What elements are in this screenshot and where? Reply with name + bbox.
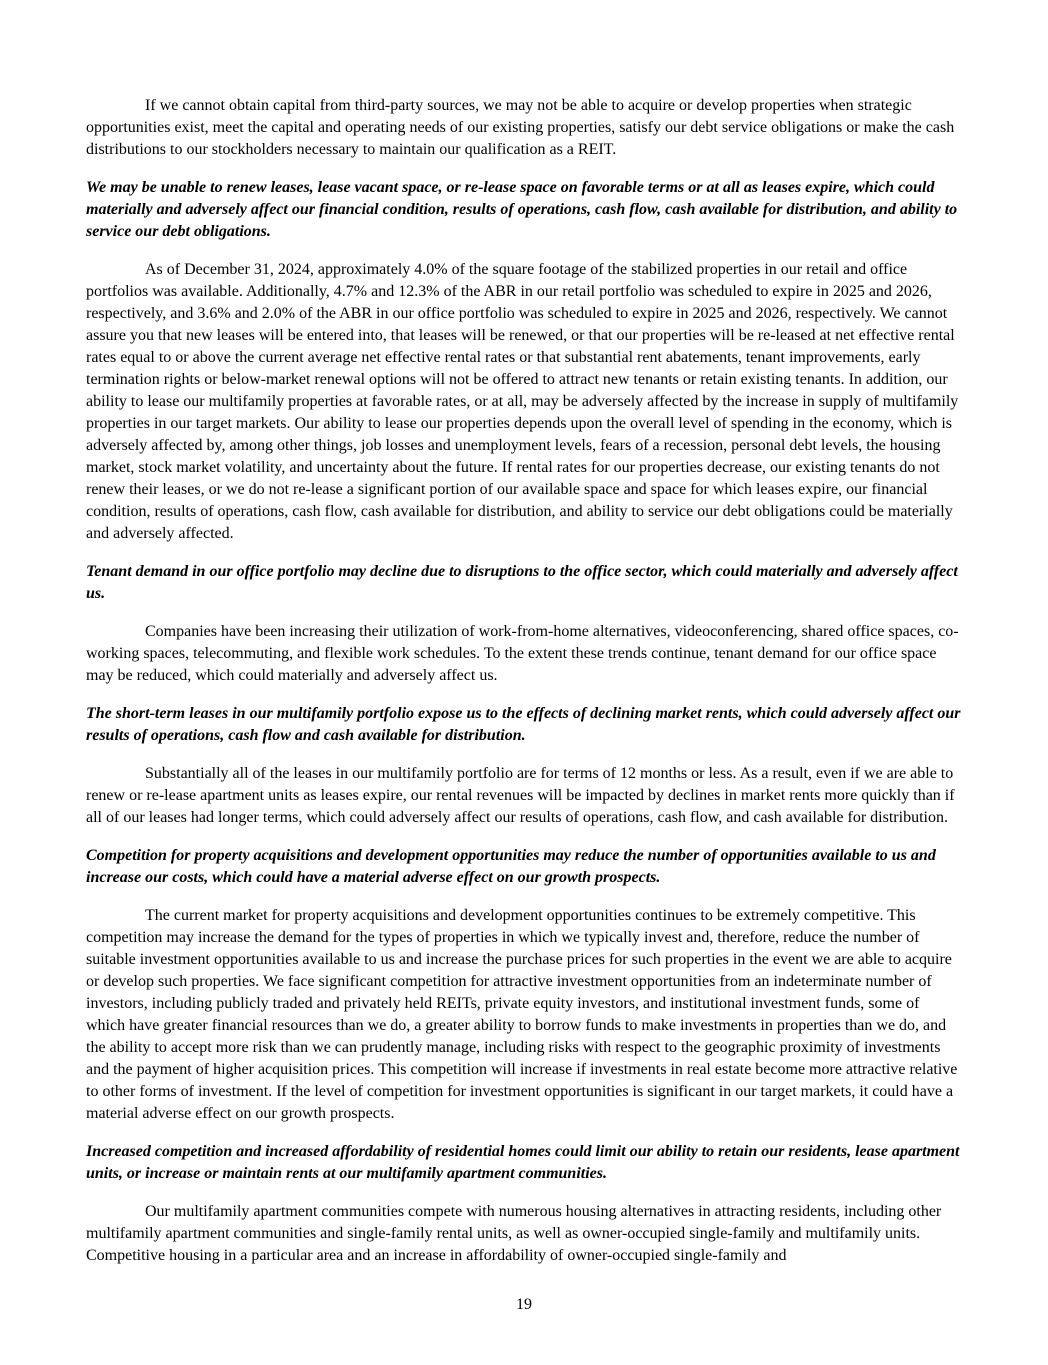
paragraph-acquisition-competition: The current market for property acquisitions and development opportunities continues to be extremely competitive. This competition may increase the demand for the types of properties in which we typically invest and, therefore, reduce the number of suitable investment opportunities available to us and increase the purchase prices for such properties in the event we are able to acquire or develop such properties. We face significant competition for attractive investment opportunities from an indeterminate number of investors, including publicly traded and privately held REITs, private equity investors, and institutional investment funds, some of which have greater financial resources than we do, a greater ability to borrow funds to make investments in properties than we do, and the ability to accept more risk than we can prudently manage, including risks with respect to the geographic proximity of investments and the payment of higher acquisition prices. This competition will increase if investments in real estate become more attractive relative to other forms of investment. If the level of competition for investment opportunities is significant in our target markets, it could have a material adverse effect on our growth prospects.	[86, 907, 958, 1122]
risk-heading-residential-affordability: Increased competition and increased affordability of residential homes could limit our ability to retain our residents, lease apartment units, or increase or maintain rents at our multifamily apartment communities.	[86, 1143, 960, 1182]
risk-factors-text	[86, 95, 962, 1267]
risk-heading-tenant-demand-office: Tenant demand in our office portfolio may decline due to disruptions to the office sector, which could materially and adversely affect us.	[86, 563, 958, 602]
risk-heading-short-term-leases: The short-term leases in our multifamily portfolio expose us to the effects of declining market rents, which could adversely affect our results of operations, cash flow and cash available for distribution.	[86, 705, 961, 744]
paragraph-lease-expiration: As of December 31, 2024, approximately 4.0% of the square footage of the stabilized properties in our retail and office portfolios was available. Additionally, 4.7% and 12.3% of the ABR in our retail portfolio was scheduled to expire in 2025 and 2026, respectively, and 3.6% and 2.0% of the ABR in our office portfolio was scheduled to expire in 2025 and 2026, respectively. We cannot assure you that new leases will be entered into, that leases will be renewed, or that our properties will be re-leased at net effective rental rates equal to or above the current average net effective rental rates or that substantial rent abatements, tenant improvements, early termination rights or below-market renewal options will not be offered to attract new tenants or retain existing tenants. In addition, our ability to lease our multifamily properties at favorable rates, or at all, may be adversely affected by the increase in supply of multifamily properties in our target markets. Our ability to lease our properties depends upon the overall level of spending in the economy, which is adversely affected by, among other things, job losses and unemployment levels, fears of a recession, personal debt levels, the housing market, stock market volatility, and uncertainty about the future. If rental rates for our properties decrease, our existing tenants do not renew their leases, or we do not re-lease a significant portion of our available space and space for which leases expire, our financial condition, results of operations, cash flow, cash available for distribution, and ability to service our debt obligations could be materially and adversely affected.	[86, 261, 959, 542]
paragraph-housing-alternatives: Our multifamily apartment communities compete with numerous housing alternatives in attracting residents, including other multifamily apartment communities and single-family rental units, as well as owner-occupied single-family and multifamily units. Competitive housing in a particular area and an increase in affordability of owner-occupied single-family and	[86, 1203, 942, 1264]
paragraph-work-from-home: Companies have been increasing their utilization of work-from-home alternatives, videoconferencing, shared office spaces, co-working spaces, telecommuting, and flexible work schedules. To the extent these trends continue, tenant demand for our office space may be reduced, which could materially and adversely affect us.	[86, 623, 959, 684]
risk-heading-competition-acquisitions: Competition for property acquisitions and development opportunities may reduce the number of opportunities available to us and increase our costs, which could have a material adverse effect on our growth prospects.	[86, 847, 936, 886]
page-number: 19	[516, 1296, 532, 1313]
risk-heading-renew-leases: We may be unable to renew leases, lease vacant space, or re-lease space on favorable terms or at all as leases expire, which could materially and adversely affect our financial condition, results of operations, cash flow, cash available for distribution, and ability to service our debt obligations.	[86, 179, 958, 240]
paragraph-capital-sources: If we cannot obtain capital from third-party sources, we may not be able to acquire or develop properties when strategic opportunities exist, meet the capital and operating needs of our existing properties, satisfy our debt service obligations or make the cash distributions to our stockholders necessary to maintain our qualification as a REIT.	[86, 97, 955, 158]
paragraph-multifamily-lease-terms: Substantially all of the leases in our multifamily portfolio are for terms of 12 months or less. As a result, even if we are able to renew or re-lease apartment units as leases expire, our rental revenues will be impacted by declines in market rents more quickly than if all of our leases had longer terms, which could adversely affect our results of operations, cash flow, and cash available for distribution.	[86, 765, 955, 826]
